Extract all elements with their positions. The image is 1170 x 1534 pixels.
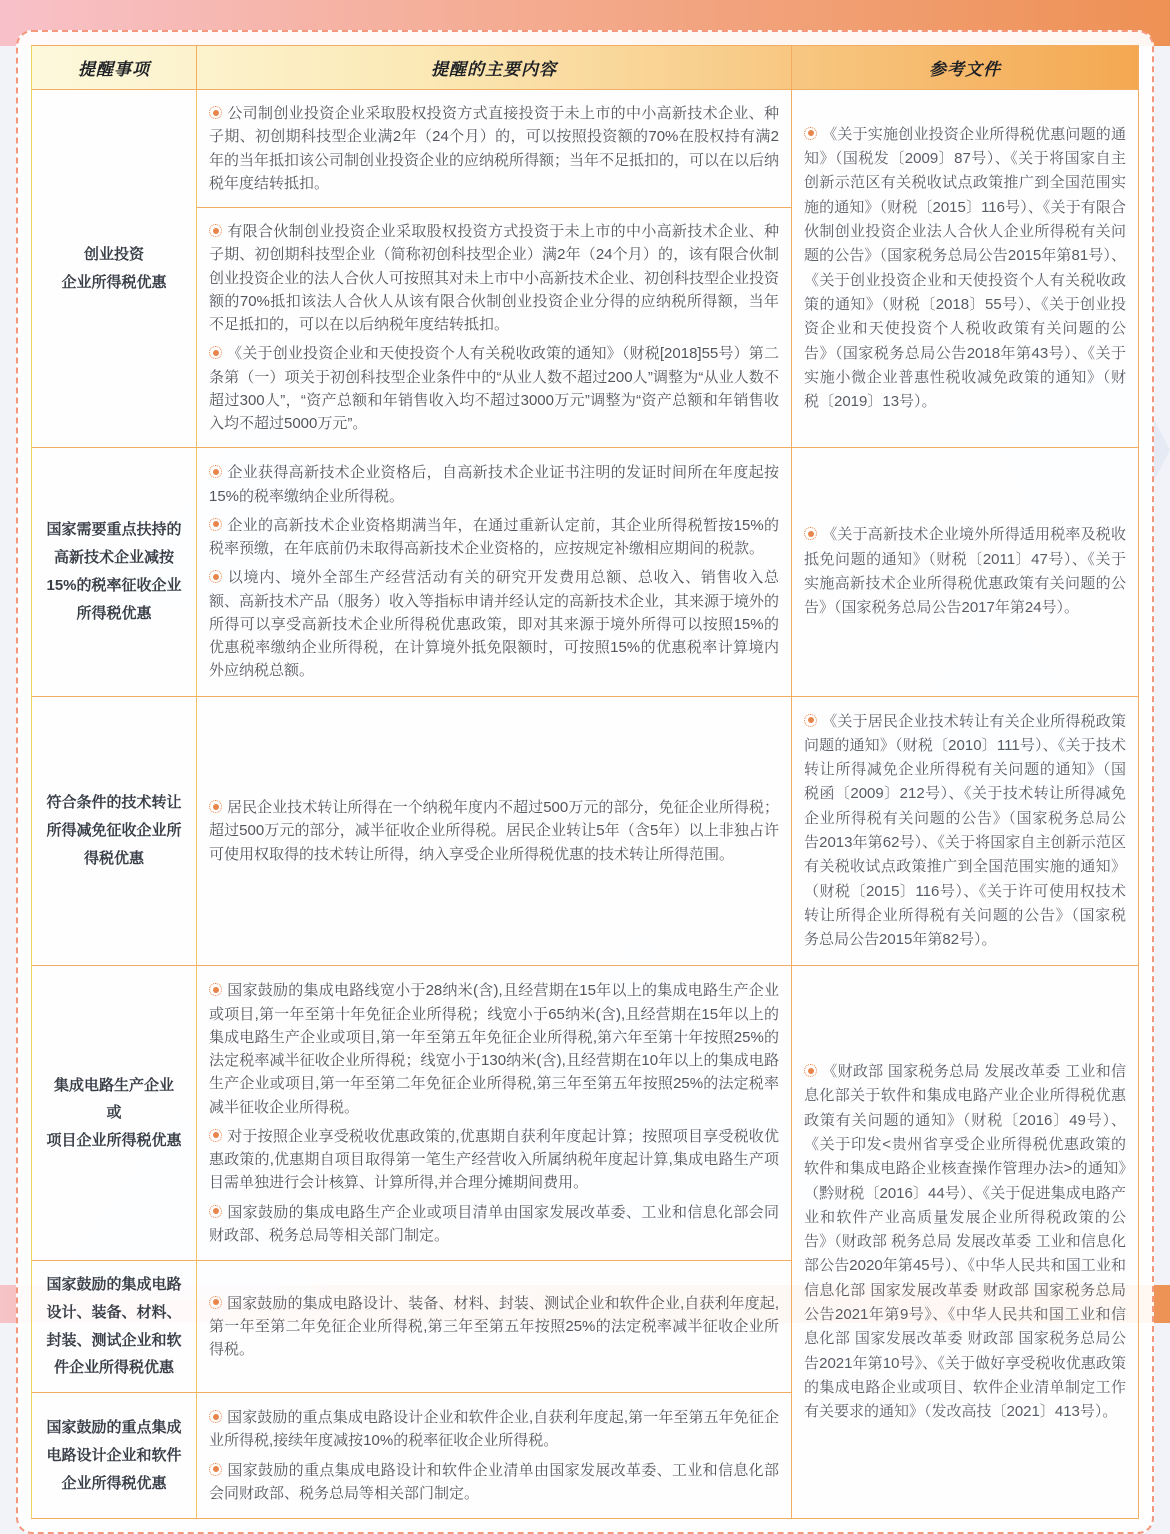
content-paragraph xyxy=(209,1125,779,1195)
sun-bullet-icon xyxy=(209,570,222,583)
sun-bullet-icon xyxy=(209,1129,222,1142)
reference-text: 《财政部 国家税务总局 发展改革委 工业和信息化部关于软件和集成电路产业企业所得税优惠政策有关问题的通知》（财税〔2016〕49号）、《关于印发<贵州省享受企业所得税优惠政策的软件和集成电路企业核查操作管理办法>的通知》（黔财税〔2016〕44号）、《关于促进集成电路产业和软件产业高质量发展企业所得税政策的公告》（财政部 税务总局 发展改革委 工业和信息化部公告2020年第45号）、《中华人民共和国工业和信息化部 国家发展改革委 财政部 国家税务总局公告2021年第9号》、《中华人民共和国工业和信息化部 国家发展改革委 财政部 国家税务总局公告2021年第10号》、《关于做好享受税收优惠政策的集成电路企业或项目、软件企业清单制定工作有关要求的通知》（发改高技〔2021〕413号）。 xyxy=(804,1063,1126,1421)
sun-bullet-icon xyxy=(209,224,222,237)
row-content-venture-capital xyxy=(197,90,792,448)
row-content-ic-design-equipment xyxy=(197,1261,792,1393)
content-subblock xyxy=(197,207,791,447)
paragraph-text: 国家鼓励的重点集成电路设计和软件企业清单由国家发展改革委、工业和信息化部会同财政部、税务总局等相关部门制定。 xyxy=(209,1461,779,1502)
label-line: 企业所得税优惠 xyxy=(61,273,167,291)
content-paragraph xyxy=(209,1201,779,1248)
reference-paragraph xyxy=(804,523,1126,620)
row-content-tech-transfer xyxy=(197,697,792,967)
label-text: 符合条件的技术转让所得减免征收企业所得税优惠 xyxy=(46,794,182,867)
content-paragraph xyxy=(209,461,779,508)
content-subblock xyxy=(197,90,791,207)
content-paragraph xyxy=(209,514,779,561)
sun-bullet-icon xyxy=(209,1205,222,1218)
content-paragraph xyxy=(209,1406,779,1453)
sun-bullet-icon xyxy=(209,346,222,359)
sun-bullet-icon xyxy=(209,1410,222,1423)
reference-text: 《关于居民企业技术转让有关企业所得税政策问题的通知》（财税〔2010〕111号）、《关于技术转让所得减免企业所得税有关问题的通知》（国税函〔2009〕212号）、《关于技术转让所得减免企业所得税有关问题的公告》（国家税务总局公告2013年第62号）、《关于将国家自主创新示范区有关税收试点政策推广到全国范围实施的通知》（财税〔2015〕116号）、《关于许可使用权技术转让所得企业所得税有关问题的公告》（国家税务总局公告2015年第82号）。 xyxy=(804,712,1126,949)
header-reference xyxy=(792,46,1138,90)
reference-paragraph xyxy=(804,1060,1126,1424)
paragraph-text: 国家鼓励的集成电路线宽小于28纳米(含),且经营期在15年以上的集成电路生产企业或项目,第一年至第十年免征企业所得税；线宽小于65纳米(含),且经营期在15年以上的集成电路生产企业或项目,第一年至第五年免征企业所得税,第六年至第十年按照25%的法定税率减半征收企业所得税；线宽小于130纳米(含),且经营期在10年以上的集成电路生产企业或项目,第一年至第二年免征企业所得税,第三年至第五年按照25%的法定税率减半征收企业所得税。 xyxy=(209,982,779,1116)
row-label-tech-transfer xyxy=(32,697,197,967)
row-reference-tech-transfer xyxy=(792,697,1138,967)
row-label-high-tech-15-percent xyxy=(32,448,197,696)
paragraph-text: 国家鼓励的重点集成电路设计企业和软件企业,自获利年度起,第一年至第五年免征企业所得税,接续年度减按10%的税率征收企业所得税。 xyxy=(209,1409,779,1450)
paragraph-text: 国家鼓励的集成电路设计、装备、材料、封装、测试企业和软件企业,自获利年度起,第一年至第二年免征企业所得税,第三年至第五年按照25%的法定税率减半征收企业所得税。 xyxy=(209,1294,779,1359)
paragraph-text: 以境内、境外全部生产经营活动有关的研究开发费用总额、总收入、销售收入总额、高新技术产品（服务）收入等指标申请并经认定的高新技术企业，其来源于境外的所得可以享受高新技术企业所得税优惠政策，即对其来源于境外所得可以按照15%的优惠税率缴纳企业所得税，在计算境外抵免限额时，可按照15%的优惠税率计算境内外应纳税总额。 xyxy=(209,569,780,680)
sun-bullet-icon xyxy=(209,983,222,996)
label-text: 国家鼓励的集成电路设计、装备、材料、封装、测试企业和软件企业所得税优惠 xyxy=(46,1276,182,1377)
label-line: 或 xyxy=(106,1104,122,1122)
paragraph-text: 对于按照企业享受税收优惠政策的,优惠期自获利年度起计算；按照项目享受税收优惠政策的,优惠期自项目取得第一笔生产经营收入所属纳税年度起计算,集成电路生产项目需单独进行会计核算、计算所得,并合理分摊期间费用。 xyxy=(209,1127,779,1192)
header-reminder-item xyxy=(32,46,197,90)
paragraph-text: 有限合伙制创业投资企业采取股权投资方式投资于未上市的中小高新技术企业、种子期、初创期科技型企业（简称初创科技型企业）满2年（24个月）的，该有限合伙制创业投资企业的法人合伙人可按照其对未上市中小高新技术企业、初创科技型企业投资额的70%抵扣该法人合伙人从该有限合伙制创业投资企业分得的应纳税所得额，当年不足抵扣的，可以在以后纳税年度结转抵扣。 xyxy=(209,223,780,333)
row-content-key-ic-design xyxy=(197,1393,792,1518)
reference-paragraph xyxy=(804,123,1126,415)
sun-bullet-icon xyxy=(209,800,222,813)
paragraph-text: 企业的高新技术企业资格期满当年，在通过重新认定前，其企业所得税暂按15%的税率预缴，在年底前仍未取得高新技术企业资格的，应按规定补缴相应期间的税款。 xyxy=(209,516,779,557)
header-main-content xyxy=(197,46,792,90)
sun-bullet-icon xyxy=(804,527,817,540)
reference-text: 《关于实施创业投资企业所得税优惠问题的通知》（国税发〔2009〕87号）、《关于将国家自主创新示范区有关税收试点政策推广到全国范围实施的通知》（财税〔2015〕116号）、《关于有限合伙制创业投资企业法人合伙人企业所得税有关问题的公告》（国家税务总局公告2015年第81号）、《关于创业投资企业和天使投资个人有关税收政策的通知》（财税〔2018〕55号）、《关于创业投资企业和天使投资个人税收政策有关问题的公告》（国家税务总局公告2018年第43号）、《关于实施小微企业普惠性税收减免政策的通知》（财税〔2019〕13号）。 xyxy=(804,125,1126,411)
label-line: 集成电路生产企业 xyxy=(53,1076,174,1094)
sun-bullet-icon xyxy=(209,106,222,119)
header-label: 提醒的主要内容 xyxy=(431,60,557,79)
content-paragraph xyxy=(209,342,779,435)
sun-bullet-icon xyxy=(804,127,817,140)
content-paragraph xyxy=(209,220,779,336)
row-reference-high-tech-15-percent xyxy=(792,448,1138,696)
label-text: 国家需要重点扶持的高新技术企业减按15%的税率征收企业所得税优惠 xyxy=(46,521,182,622)
content-paragraph xyxy=(209,566,779,682)
content-paragraph xyxy=(209,1459,779,1506)
content-paragraph xyxy=(209,796,779,866)
row-label-ic-design-equipment xyxy=(32,1261,197,1393)
sun-bullet-icon xyxy=(804,1064,817,1077)
reference-paragraph xyxy=(804,710,1126,953)
paragraph-text: 企业获得高新技术企业资格后，自高新技术企业证书注明的发证时间所在年度起按15%的税率缴纳企业所得税。 xyxy=(209,464,779,505)
row-label-key-ic-design xyxy=(32,1393,197,1518)
row-label-ic-production xyxy=(32,966,197,1261)
row-content-high-tech-15-percent xyxy=(197,448,792,696)
row-reference-venture-capital xyxy=(792,90,1138,448)
row-label-venture-capital xyxy=(32,90,197,448)
merged-reference-ic-software xyxy=(792,966,1138,1518)
label-line: 创业投资 xyxy=(83,245,144,263)
sun-bullet-icon xyxy=(209,518,222,531)
label-line: 项目企业所得税优惠 xyxy=(46,1132,182,1150)
document-card xyxy=(16,30,1154,1534)
sun-bullet-icon xyxy=(209,1296,222,1309)
label-text: 国家鼓励的重点集成电路设计企业和软件企业所得税优惠 xyxy=(46,1419,182,1492)
header-label: 提醒事项 xyxy=(78,60,150,79)
paragraph-text: 《关于创业投资企业和天使投资个人有关税收政策的通知》（财税[2018]55号）第二条第（一）项关于初创科技型企业条件中的“从业人数不超过200人”调整为“从业人数不超过300人”，“资产总额和年销售收入均不超过3000万元”调整为“资产总额和年销售收入均不超过5000万元”。 xyxy=(209,345,779,432)
paragraph-text: 公司制创业投资企业采取股权投资方式直接投资于未上市的中小高新技术企业、种子期、初创期科技型企业满2年（24个月）的，可以按照投资额的70%在股权持有满2年的当年抵扣该公司制创业投资企业的应纳税所得额；当年不足抵扣的，可以在以后纳税年度结转抵扣。 xyxy=(209,105,780,192)
paragraph-text: 居民企业技术转让所得在一个纳税年度内不超过500万元的部分，免征企业所得税；超过500万元的部分，减半征收企业所得税。居民企业转让5年（含5年）以上非独占许可使用权取得的技术转让所得，纳入享受企业所得税优惠的技术转让所得范围。 xyxy=(209,799,779,863)
sun-bullet-icon xyxy=(209,465,222,478)
content-paragraph xyxy=(209,1292,779,1362)
sun-bullet-icon xyxy=(209,1463,222,1476)
row-content-ic-production xyxy=(197,966,792,1261)
sun-bullet-icon xyxy=(804,714,817,727)
content-paragraph xyxy=(209,979,779,1119)
content-paragraph xyxy=(209,102,779,195)
header-label: 参考文件 xyxy=(929,60,1001,79)
reference-text: 《关于高新技术企业境外所得适用税率及税收抵免问题的通知》（财税〔2011〕47号）、《关于实施高新技术企业所得税优惠政策有关问题的公告》（国家税务总局公告2017年第24号）。 xyxy=(804,526,1126,617)
tax-benefits-table xyxy=(31,45,1139,1519)
paragraph-text: 国家鼓励的集成电路生产企业或项目清单由国家发展改革委、工业和信息化部会同财政部、税务总局等相关部门制定。 xyxy=(209,1203,779,1244)
